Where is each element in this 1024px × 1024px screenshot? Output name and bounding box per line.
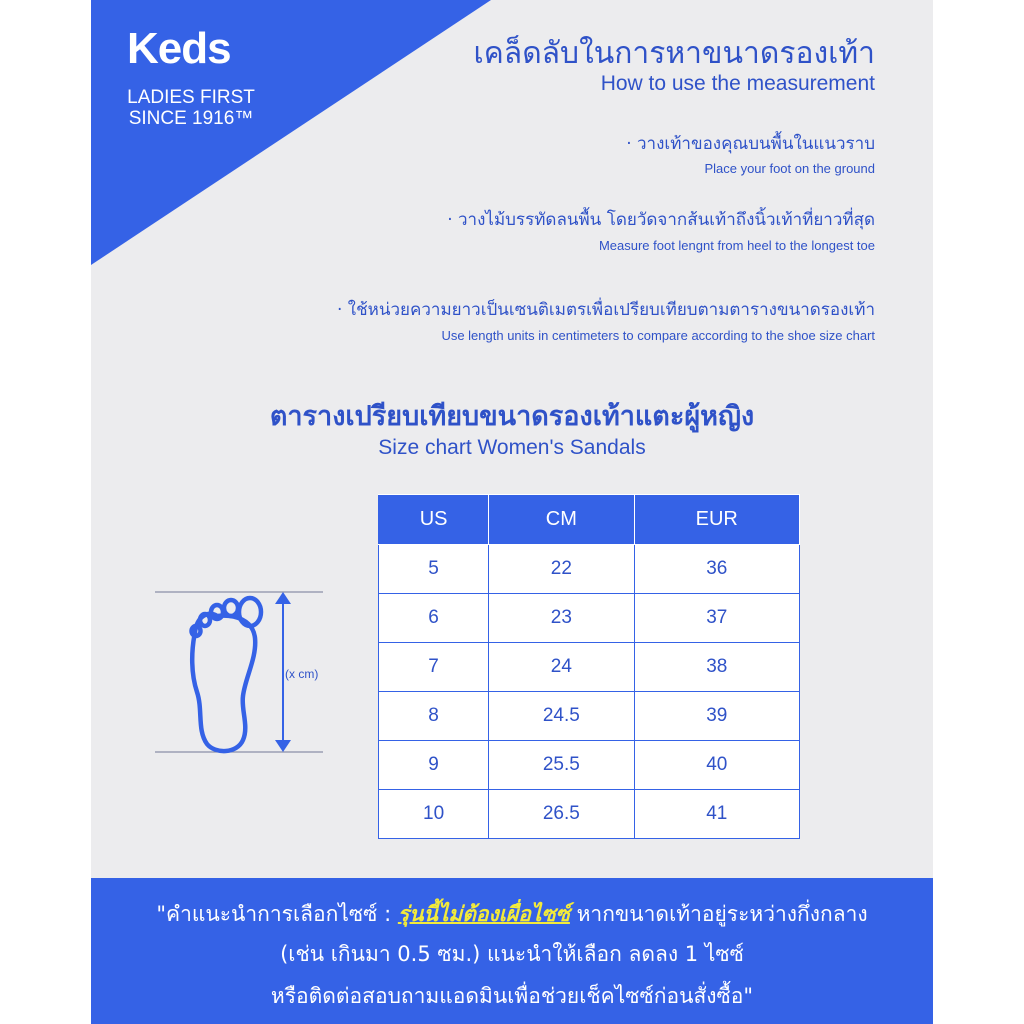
cell-cm: 26.5 <box>489 790 634 839</box>
header-cm: CM <box>489 495 634 545</box>
cell-cm: 24.5 <box>489 692 634 741</box>
cell-us: 5 <box>379 545 489 594</box>
advice-line-1-suffix: หากขนาดเท้าอยู่ระหว่างกึ่งกลาง <box>569 902 868 926</box>
step-3-en: Use length units in centimeters to compare according to the shoe size chart <box>441 328 875 343</box>
tagline-line-2: SINCE 1916™ <box>128 108 254 129</box>
table-header-row <box>379 495 800 545</box>
table-row <box>379 741 800 790</box>
advice-line-2: (เช่น เกินมา 0.5 ซม.) แนะนำให้เลือก ลดลง 1 ไซซ์ <box>280 942 744 966</box>
step-1-en: Place your foot on the ground <box>704 161 875 176</box>
cell-us: 10 <box>379 790 489 839</box>
size-chart-title-en: Size chart Women's Sandals <box>378 436 646 459</box>
cell-cm: 25.5 <box>489 741 634 790</box>
advice-line-1 <box>91 898 933 931</box>
step-2-en: Measure foot lengnt from heel to the longest toe <box>598 238 875 253</box>
cell-us: 9 <box>379 741 489 790</box>
tagline-line-1: LADIES FIRST <box>127 87 255 108</box>
cell-eur: 40 <box>634 741 799 790</box>
cell-eur: 38 <box>634 643 799 692</box>
cell-cm: 24 <box>489 643 634 692</box>
step-3-th: · ใช้หน่วยความยาวเป็นเซนติเมตรเพื่อเปรียบเทียบตามตารางขนาดรองเท้า <box>337 300 875 320</box>
advice-highlight: รุ่นนี้ไม่ต้องเผื่อไซซ์ <box>397 902 570 926</box>
header-eur: EUR <box>634 495 799 545</box>
advice-line-3: หรือติดต่อสอบถามแอดมินเพื่อช่วยเช็คไซซ์ก่อนสั่งซื้อ" <box>270 984 754 1008</box>
keds-logo: Keds <box>127 24 231 73</box>
advice-banner <box>91 878 933 1024</box>
step-2-th: · วางไม้บรรทัดลนพื้น โดยวัดจากส้นเท้าถึงนิ้วเท้าที่ยาวที่สุด <box>447 210 875 230</box>
cell-eur: 41 <box>634 790 799 839</box>
table-row <box>379 545 800 594</box>
cell-cm: 22 <box>489 545 634 594</box>
table-row <box>379 594 800 643</box>
cell-us: 8 <box>379 692 489 741</box>
howto-title-th: เคล็ดลับในการหาขนาดรองเท้า <box>473 36 875 71</box>
table-row <box>379 790 800 839</box>
foot-measure-label: (x cm) <box>285 667 319 681</box>
size-guide-page <box>91 0 933 1024</box>
cell-eur: 39 <box>634 692 799 741</box>
cell-eur: 37 <box>634 594 799 643</box>
cell-cm: 23 <box>489 594 634 643</box>
table-row <box>379 692 800 741</box>
howto-title-en: How to use the measurement <box>600 72 875 95</box>
cell-eur: 36 <box>634 545 799 594</box>
size-chart-title-th: ตารางเปรียบเทียบขนาดรองเท้าแตะผู้หญิง <box>269 401 755 432</box>
size-chart-table <box>378 494 800 839</box>
cell-us: 6 <box>379 594 489 643</box>
step-1-th: · วางเท้าของคุณบนพื้นในแนวราบ <box>626 134 875 154</box>
cell-us: 7 <box>379 643 489 692</box>
table-row <box>379 643 800 692</box>
header-us: US <box>379 495 489 545</box>
advice-line-1-prefix: "คำแนะนำการเลือกไซซ์ : <box>156 902 398 926</box>
foot-icon <box>151 580 331 770</box>
